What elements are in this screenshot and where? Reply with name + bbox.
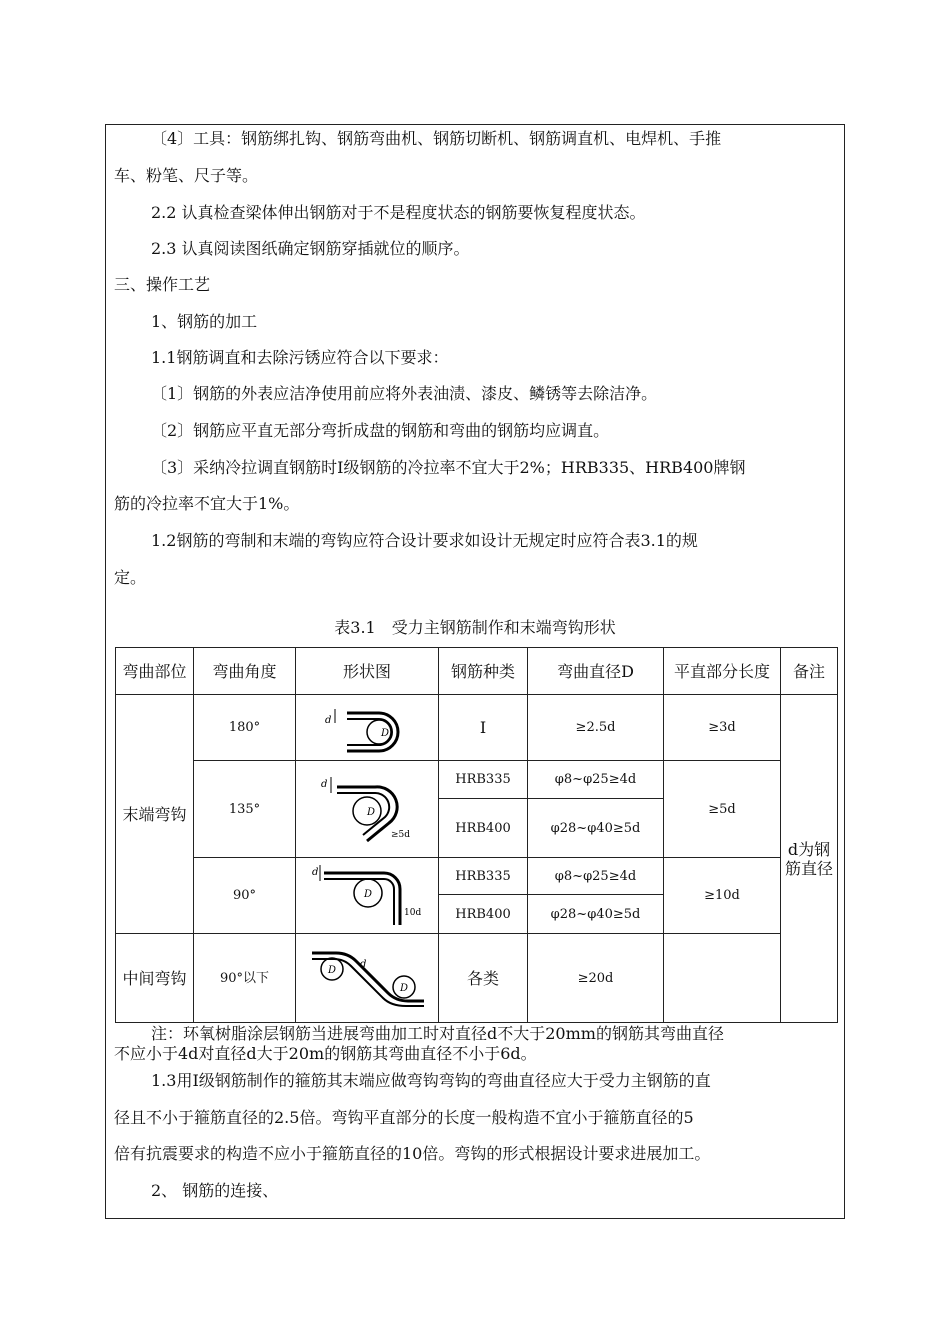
remark-cell: d为钢筋直径 [781, 695, 838, 1023]
header-cell: 形状图 [296, 648, 439, 695]
hook-135-diagram [317, 773, 417, 845]
header-cell: 备注 [781, 648, 838, 695]
table-caption: 表3.1 受力主钢筋制作和末端弯钩形状 [334, 618, 616, 637]
diameter-cell: ≥20d [528, 934, 664, 1023]
subsection-heading: 2、 钢筋的连接、 [151, 1181, 279, 1200]
diameter-cell: φ8~φ25≥4d [528, 761, 664, 799]
length-cell: ≥10d [664, 858, 781, 934]
header-cell: 钢筋种类 [439, 648, 528, 695]
mid-hook-cell: 中间弯钩 [116, 934, 194, 1023]
type-cell: HRB335 [439, 858, 528, 895]
length-label: 10d [404, 907, 422, 918]
shape-135-cell [296, 761, 439, 858]
text-line: 〔3〕采纳冷拉调直钢筋时Ⅰ级钢筋的冷拉率不宜大于2%；HRB335、HRB400牌钢 [151, 458, 746, 477]
text-line: 车、粉笔、尺子等。 [114, 166, 259, 185]
text-line: 〔1〕钢筋的外表应洁净使用前应将外表油渍、漆皮、鳞锈等去除洁净。 [151, 384, 658, 403]
header-cell: 弯曲直径D [528, 648, 664, 695]
length-label: ≥5d [391, 830, 411, 840]
table-row [116, 858, 838, 895]
text-line: 倍有抗震要求的构造不应小于箍筋直径的10倍。弯钩的形式根据设计要求进展加工。 [114, 1144, 711, 1163]
text-line: 定。 [114, 568, 147, 587]
hook-90-diagram [312, 863, 422, 929]
diameter-label: D [328, 965, 337, 976]
angle-cell: 135° [194, 761, 296, 858]
type-cell: 各类 [439, 934, 528, 1023]
angle-cell: 90°以下 [194, 934, 296, 1023]
type-cell: HRB335 [439, 761, 528, 799]
type-cell: Ⅰ [439, 695, 528, 761]
diameter-cell: ≥2.5d [528, 695, 664, 761]
table-row [116, 934, 838, 1023]
length-cell [664, 934, 781, 1023]
diameter-cell: φ28~φ40≥5d [528, 895, 664, 934]
diameter-label: D [364, 888, 373, 900]
section-heading: 三、操作工艺 [114, 275, 211, 294]
bar-d-label: d [360, 959, 367, 970]
text-line: 筋的冷拉率不宜大于1%。 [114, 494, 300, 513]
table-row [116, 695, 838, 761]
length-cell: ≥5d [664, 761, 781, 858]
header-cell: 平直部分长度 [664, 648, 781, 695]
angle-cell: 180° [194, 695, 296, 761]
hook-spec-table [115, 647, 838, 1023]
type-cell: HRB400 [439, 799, 528, 858]
text-line: 1.2钢筋的弯制和末端的弯钩应符合设计要求如设计无规定时应符合表3.1的规 [151, 531, 698, 550]
angle-cell: 90° [194, 858, 296, 934]
table-header-row [116, 648, 838, 695]
header-cell: 弯曲部位 [116, 648, 194, 695]
diameter-label: D [367, 807, 376, 818]
diameter-cell: φ8~φ25≥4d [528, 858, 664, 895]
type-cell: HRB400 [439, 895, 528, 934]
hook-180-diagram [317, 699, 417, 757]
diameter-cell: φ28~φ40≥5d [528, 799, 664, 858]
text-line: 〔4〕工具：钢筋绑扎钩、钢筋弯曲机、钢筋切断机、钢筋调直机、电焊机、手推 [151, 129, 722, 148]
text-line: 径且不小于箍筋直径的2.5倍。弯钩平直部分的长度一般构造不宜小于箍筋直径的5 [114, 1108, 694, 1127]
diameter-label: D [400, 983, 409, 994]
shape-90-cell [296, 858, 439, 934]
table-note: 注：环氧树脂涂层钢筋当进展弯曲加工时对直径d不大于20mm的钢筋其弯曲直径 [151, 1024, 724, 1043]
header-cell: 弯曲角度 [194, 648, 296, 695]
end-hook-cell: 末端弯钩 [116, 695, 194, 934]
bar-d-label: d [321, 779, 328, 790]
text-line: 1.1钢筋调直和去除污锈应符合以下要求： [151, 348, 449, 367]
shape-180-cell [296, 695, 439, 761]
subsection-heading: 1、钢筋的加工 [151, 312, 258, 331]
table-row [116, 761, 838, 799]
text-line: 2.3 认真阅读图纸确定钢筋穿插就位的顺序。 [151, 239, 470, 258]
diameter-label: D [381, 727, 390, 739]
table-note: 不应小于4d对直径d大于20m的钢筋其弯曲直径不小于6d。 [114, 1044, 537, 1063]
hook-mid-diagram [308, 943, 426, 1013]
shape-mid-cell [296, 934, 439, 1023]
bar-d-label: d [312, 866, 319, 878]
length-cell: ≥3d [664, 695, 781, 761]
bar-d-label: d [325, 714, 332, 726]
text-line: 1.3用Ⅰ级钢筋制作的箍筋其末端应做弯钩弯钩的弯曲直径应大于受力主钢筋的直 [151, 1071, 711, 1090]
text-line: 2.2 认真检查梁体伸出钢筋对于不是程度状态的钢筋要恢复程度状态。 [151, 203, 646, 222]
text-line: 〔2〕钢筋应平直无部分弯折成盘的钢筋和弯曲的钢筋均应调直。 [151, 421, 610, 440]
